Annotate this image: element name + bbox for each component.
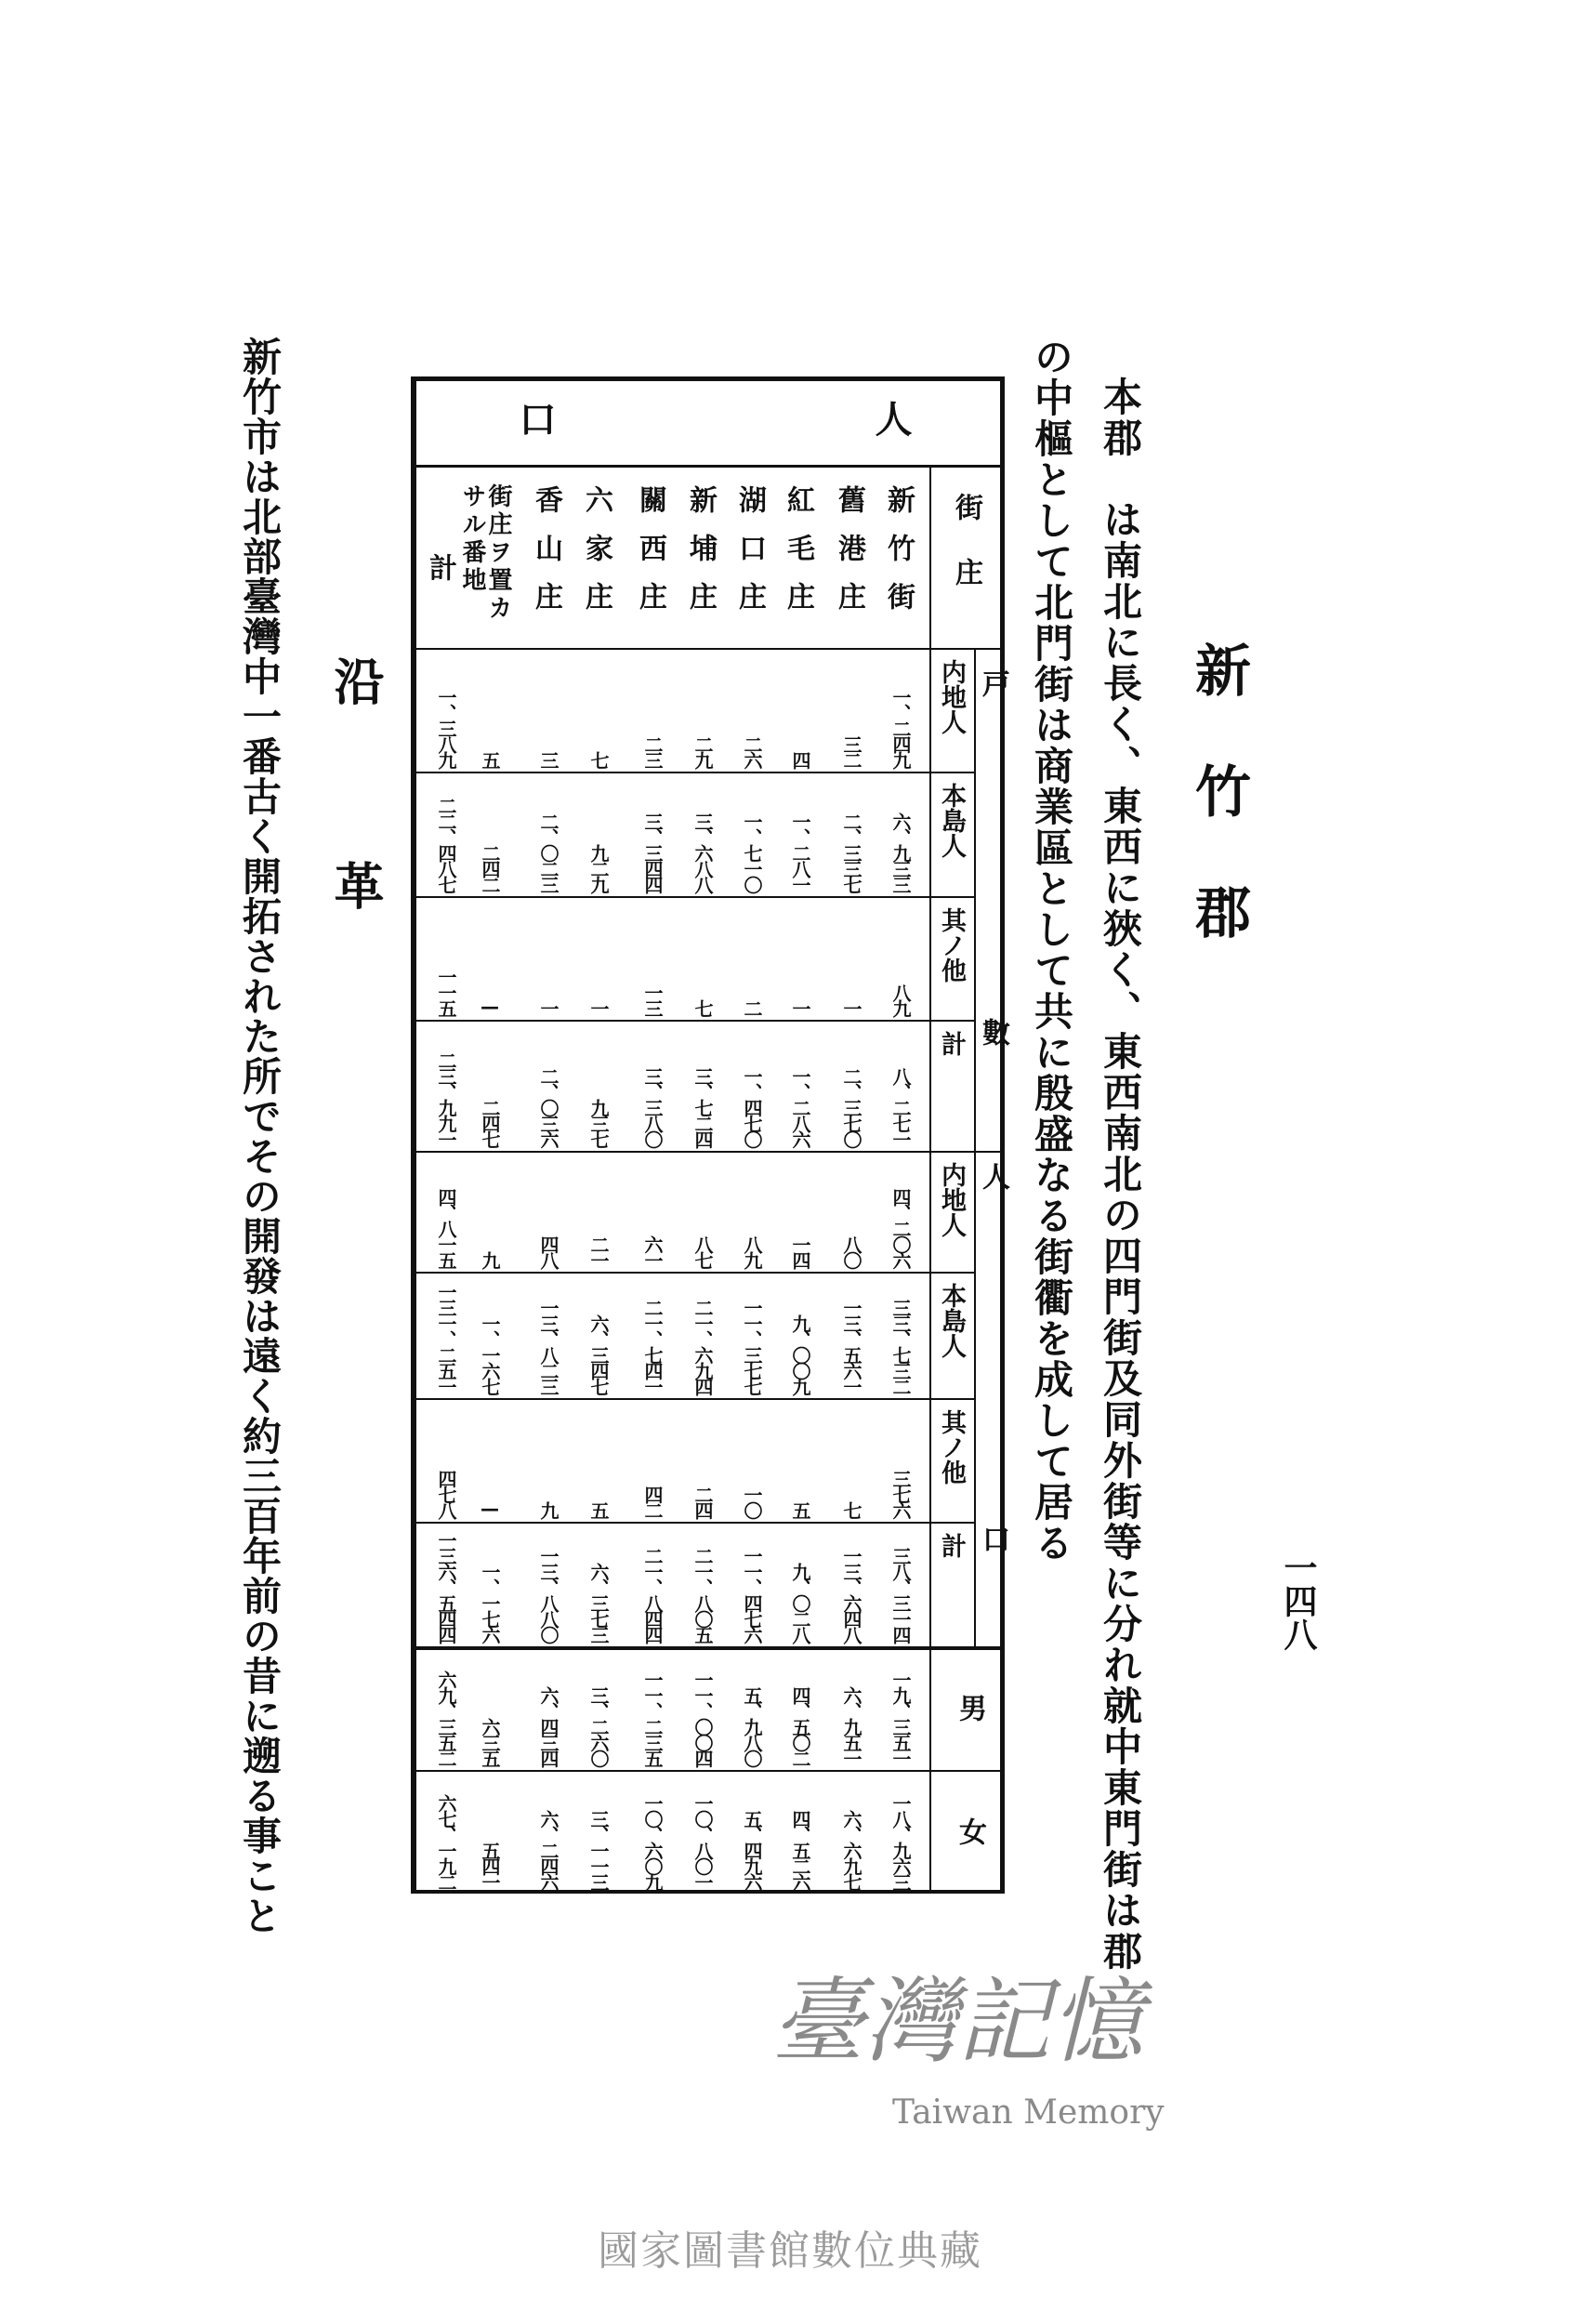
table-cell: 二一 — [587, 1235, 610, 1267]
table-cell: 六、三七三 — [587, 1563, 610, 1642]
table-cell: 一九、三五一 — [889, 1670, 912, 1765]
group-households-char: 數 — [977, 1018, 1009, 1046]
table-row-divider — [411, 1770, 1005, 1772]
table-cell: 一一五 — [435, 968, 457, 1015]
table-cell: 八、二七一 — [889, 1067, 912, 1146]
town-name: 六家庄 — [580, 485, 612, 630]
table-cell: 一、七一〇 — [741, 812, 763, 891]
table-cell: 四、五〇二 — [789, 1686, 811, 1765]
group-population-char: 口 — [977, 1525, 1009, 1552]
table-row-divider — [411, 772, 974, 773]
table-row-divider — [411, 1522, 974, 1524]
section-title: 新竹郡 — [1186, 641, 1251, 1004]
group-households-char: 戸 — [977, 669, 1009, 697]
table-header-divider — [929, 465, 931, 1894]
table-row-divider — [411, 1020, 974, 1022]
table-cell: 一三六、五四四 — [435, 1531, 457, 1642]
town-name: 關西庄 — [634, 485, 666, 630]
table-cell: 一 — [789, 999, 811, 1015]
table-cell: 二一、六九四 — [691, 1299, 714, 1393]
table-cell: 二、〇三六 — [537, 1067, 560, 1146]
table-border-bottom — [411, 1890, 1005, 1894]
history-heading-2: 革 — [326, 860, 386, 910]
table-cell: 六一 — [641, 1235, 664, 1267]
table-cell: 四八 — [537, 1235, 560, 1267]
table-cell: 二四七 — [479, 1099, 501, 1146]
table-title-divider — [411, 465, 1005, 468]
table-cell: 一三、五六一 — [840, 1299, 862, 1393]
table-cell: 二、三三七 — [840, 812, 862, 891]
table-cell: 一三、八八〇 — [537, 1547, 560, 1642]
table-cell: 九二九 — [587, 844, 610, 891]
table-cell: 一一、四七六 — [741, 1547, 763, 1642]
table-cell: 一、一六七 — [479, 1314, 501, 1393]
watermark-text: Taiwan Memory — [892, 2093, 1165, 2132]
table-cell: 六、二四六 — [537, 1810, 560, 1889]
table-cell: 一〇、八〇一 — [691, 1794, 714, 1889]
table-cell: 二一、八四四 — [641, 1547, 664, 1642]
sub-header: 其ノ他 — [937, 907, 966, 983]
table-cell: 一三、六四八 — [840, 1547, 862, 1642]
table-cell: 三三、七三二 — [889, 1299, 912, 1393]
sub-header: 内地人 — [937, 659, 966, 734]
town-name: 舊港庄 — [833, 485, 865, 630]
table-cell: 二三 — [641, 735, 664, 767]
table-cell: 二、三七〇 — [840, 1067, 862, 1146]
table-cell: 六、九五一 — [840, 1686, 862, 1765]
table-cell: 九三七 — [587, 1099, 610, 1146]
table-cell: 四 — [789, 751, 811, 767]
intro-paragraph-line-1: 本郡 は南北に長く、東西に狹く、東西南北の四門街及同外街等に分れ就中東門街は郡 — [1098, 376, 1143, 1972]
sub-header: 計 — [937, 1533, 966, 1558]
town-name: 湖口庄 — [733, 485, 766, 630]
table-cell: 九 — [479, 1251, 501, 1267]
sub-header: 本島人 — [937, 1283, 966, 1358]
table-title-char: 人 — [869, 400, 913, 437]
table-cell: 二九 — [691, 735, 714, 767]
town-name: 新埔庄 — [684, 485, 717, 630]
table-cell: 八〇 — [840, 1235, 862, 1267]
female-label: 女 — [954, 1817, 986, 1845]
town-name: サル番地 — [458, 483, 486, 595]
table-cell: — — [479, 996, 501, 1015]
sub-header: 本島人 — [937, 783, 966, 858]
table-row-divider — [411, 896, 974, 898]
table-cell: 七 — [587, 751, 610, 767]
table-cell: 四、二〇六 — [889, 1188, 912, 1267]
table-cell: 三、六八八 — [691, 812, 714, 891]
table-cell: 一、四七〇 — [741, 1067, 763, 1146]
table-cell: 二一、七四一 — [641, 1299, 664, 1393]
table-cell: 九、〇〇九 — [789, 1314, 811, 1393]
table-cell: 一、二八一 — [789, 812, 811, 891]
table-cell: 二六 — [741, 735, 763, 767]
table-cell: 一四 — [789, 1235, 811, 1267]
table-cell: 五、九八〇 — [741, 1686, 763, 1765]
table-cell: 二一、八〇五 — [691, 1547, 714, 1642]
table-cell: 三、二六〇 — [587, 1686, 610, 1765]
male-label: 男 — [954, 1694, 986, 1722]
table-cell: 六七、一九二 — [435, 1794, 457, 1889]
intro-paragraph-line-2: の中樞として北門街は商業區として共に殷盛なる街衢を成して居る — [1029, 337, 1074, 1564]
table-cell: 一、三八九 — [435, 688, 457, 767]
table-border-left — [411, 376, 416, 1894]
table-cell: 三、三八〇 — [641, 1067, 664, 1146]
table-cell: 二四 — [691, 1486, 714, 1517]
town-name: 街庄ヲ置カ — [484, 483, 512, 623]
sub-header: 其ノ他 — [937, 1409, 966, 1485]
table-cell: 一、二八六 — [789, 1067, 811, 1146]
table-cell: 一三 — [641, 984, 664, 1015]
table-cell: 五、四九六 — [741, 1810, 763, 1889]
table-cell: 六、三四七 — [587, 1314, 610, 1393]
table-cell: 一三、八二三 — [537, 1299, 560, 1393]
town-name: 香山庄 — [530, 485, 562, 630]
table-cell: 五四一 — [479, 1842, 501, 1889]
table-cell: 三七六 — [889, 1470, 912, 1517]
sub-header: 計 — [937, 1031, 966, 1056]
table-cell: 一 — [537, 999, 560, 1015]
table-cell: 一八、九六三 — [889, 1794, 912, 1889]
history-paragraph: 新竹市は北部臺灣中一番古く開拓された所でその開發は遠く約三百年前の昔に遡る事こと — [237, 337, 283, 1935]
table-cell: 六、六九七 — [840, 1810, 862, 1889]
watermark-logo: 臺灣記憶 — [771, 1967, 1143, 2076]
table-cell: 三八、三一四 — [889, 1547, 912, 1642]
table-cell: 六、九三三 — [889, 812, 912, 891]
table-group-divider — [974, 648, 976, 1646]
history-heading-1: 沿 — [326, 655, 386, 706]
table-cell: 四七八 — [435, 1470, 457, 1517]
table-cell: 二三、九九一 — [435, 1051, 457, 1146]
table-cell: 六九、三五二 — [435, 1670, 457, 1765]
table-cell: 四、五二六 — [789, 1810, 811, 1889]
table-title-char: 口 — [513, 400, 557, 437]
table-cell: 三、一一三 — [587, 1810, 610, 1889]
table-cell: 一、一七六 — [479, 1563, 501, 1642]
table-row-divider — [411, 1398, 974, 1400]
table-cell: 一 — [840, 999, 862, 1015]
table-cell: — — [479, 1498, 501, 1517]
table-border-top — [411, 376, 1005, 381]
table-cell: 八九 — [741, 1235, 763, 1267]
page-number: 一四八 — [1279, 1551, 1318, 1651]
town-name: 計 — [424, 553, 456, 581]
table-cell: 八九 — [889, 984, 912, 1015]
table-row-divider — [411, 1646, 1005, 1650]
table-cell: 五 — [789, 1501, 811, 1517]
table-cell: 一〇、六〇九 — [641, 1794, 664, 1889]
table-cell: 一一、二三五 — [641, 1670, 664, 1765]
table-cell: 三、三四四 — [641, 812, 664, 891]
group-population-char: 人 — [977, 1162, 1009, 1190]
sub-header: 内地人 — [937, 1162, 966, 1237]
table-cell: 二 — [741, 999, 763, 1015]
table-cell: 一三一、二五一 — [435, 1283, 457, 1393]
table-cell: 三二 — [840, 735, 862, 767]
table-cell: 四、八一五 — [435, 1188, 457, 1267]
row-header-label: 街庄 — [950, 493, 982, 623]
table-cell: 一〇 — [741, 1486, 763, 1517]
table-cell: 九、〇二八 — [789, 1563, 811, 1642]
table-cell: 一一、〇〇四 — [691, 1670, 714, 1765]
table-cell: 四二 — [641, 1486, 664, 1517]
table-cell: 九 — [537, 1501, 560, 1517]
table-cell: 五 — [479, 751, 501, 767]
footer-archive-label: 國家圖書館數位典藏 — [598, 2227, 982, 2275]
table-cell: 一一、三七七 — [741, 1299, 763, 1393]
table-cell: 二二、四八七 — [435, 797, 457, 891]
table-cell: 一、二四九 — [889, 688, 912, 767]
table-row-divider — [411, 648, 1005, 650]
table-border-right — [1000, 376, 1005, 1894]
town-name: 新竹街 — [882, 485, 915, 630]
table-cell: 三、七二四 — [691, 1067, 714, 1146]
table-cell: 五 — [587, 1501, 610, 1517]
table-cell: 六三五 — [479, 1718, 501, 1765]
table-cell: 二、〇二三 — [537, 812, 560, 891]
table-row-divider — [411, 1151, 1005, 1153]
table-cell: 七 — [840, 1501, 862, 1517]
table-cell: 三 — [537, 751, 560, 767]
table-cell: 一 — [587, 999, 610, 1015]
table-cell: 二四二 — [479, 844, 501, 891]
table-row-divider — [411, 1272, 974, 1274]
table-cell: 六、四三四 — [537, 1686, 560, 1765]
table-cell: 七 — [691, 999, 714, 1015]
town-name: 紅毛庄 — [782, 485, 814, 630]
table-cell: 八七 — [691, 1235, 714, 1267]
